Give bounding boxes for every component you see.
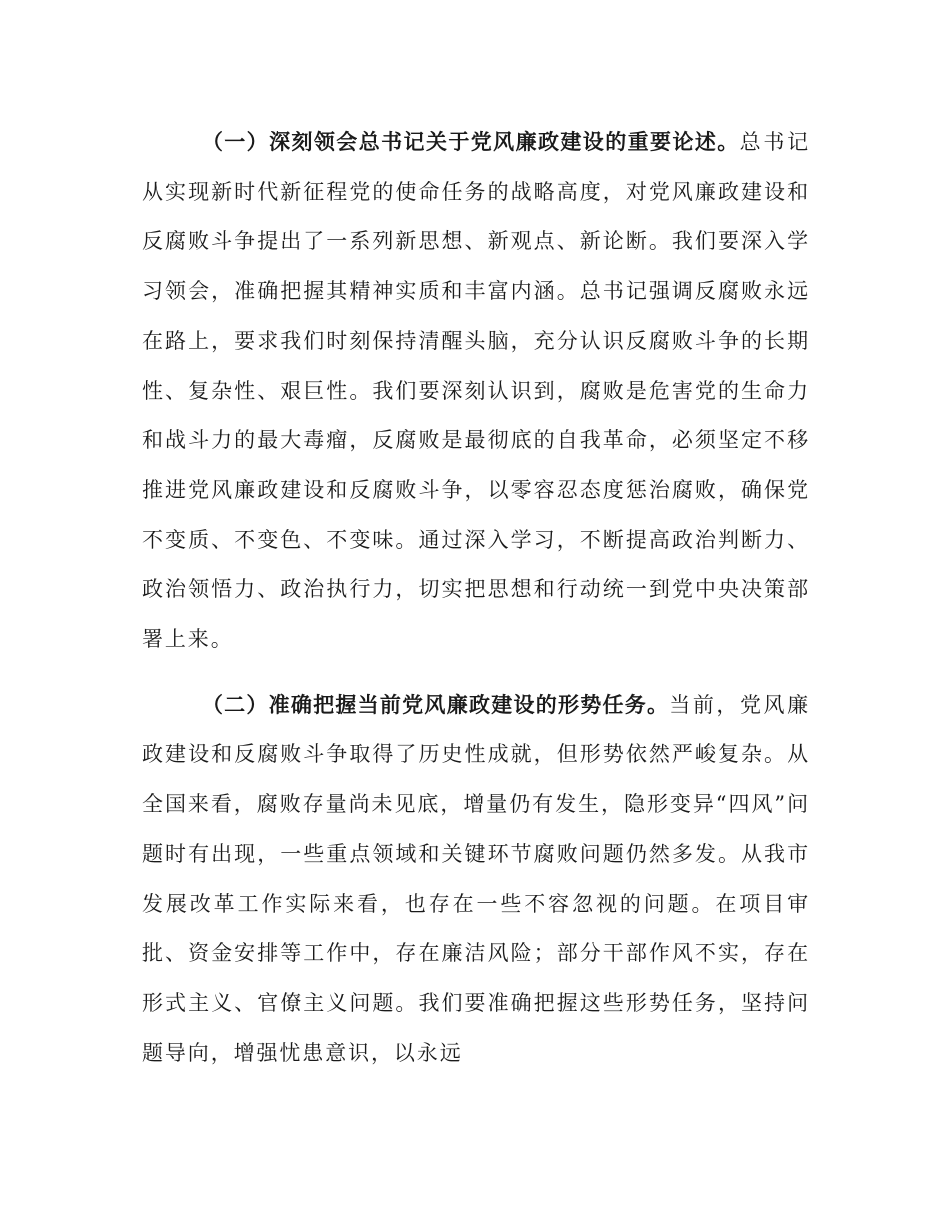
paragraph-2-text: 当前，党风廉政建设和反腐败斗争取得了历史性成就，但形势依然严峻复杂。从全国来看，腐败存量尚未见底，增量仍有发生，隐形变异“四风”问题时有出现，一些重点领域和关键环节腐败问题仍然多发。从我市发展改革工作实际来看，也存在一些不容忽视的问题。在项目审批、资金安排等工作中，存在廉洁风险；部分干部作风不实，存在形式主义、官僚主义问题。我们要准确把握这些形势任务，坚持问题导向，增强忧患意识，以永远 [142, 692, 810, 1065]
paragraph-2 [142, 681, 810, 1079]
section-heading-1: （一）深刻领会总书记关于党风廉政建设的重要论述。 [201, 130, 740, 154]
paragraph-1-text: 总书记从实现新时代新征程党的使命任务的战略高度，对党风廉政建设和反腐败斗争提出了一系列新思想、新观点、新论断。我们要深入学习领会，准确把握其精神实质和丰富内涵。总书记强调反腐败永远在路上，要求我们时刻保持清醒头脑，充分认识反腐败斗争的长期性、复杂性、艰巨性。我们要深刻认识到，腐败是危害党的生命力和战斗力的最大毒瘤，反腐败是最彻底的自我革命，必须坚定不移推进党风廉政建设和反腐败斗争，以零容忍态度惩治腐败，确保党不变质、不变色、不变味。通过深入学习，不断提高政治判断力、政治领悟力、政治执行力，切实把思想和行动统一到党中央决策部署上来。 [142, 130, 810, 652]
document-body [142, 118, 810, 1078]
paragraph-1 [142, 118, 810, 665]
section-heading-2: （二）准确把握当前党风廉政建设的形势任务。 [201, 692, 670, 717]
